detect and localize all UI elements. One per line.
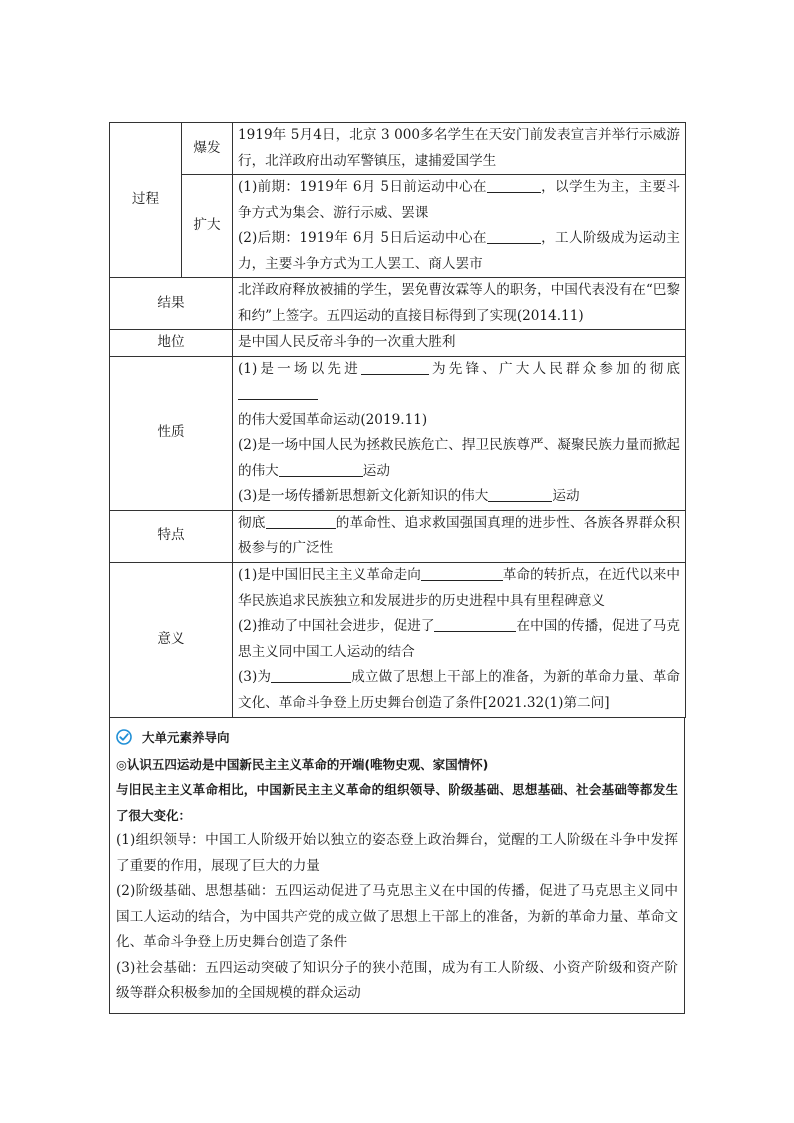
nature-1a: (1)是一场以先进 — [238, 360, 361, 377]
review-table — [109, 122, 686, 718]
fill-blank[interactable] — [279, 460, 363, 477]
fill-blank[interactable] — [271, 666, 351, 683]
guide-header — [116, 722, 678, 752]
fill-blank[interactable] — [238, 383, 318, 400]
result-text: 北洋政府释放被捕的学生，罢免曹汝霖等人的职务，中国代表没有在“巴黎和约”上签字。五四运动的直接目标得到了实现(2014.11) — [233, 278, 686, 330]
fill-blank[interactable] — [487, 227, 541, 244]
significance-2a: (2)推动了中国社会进步，促进了 — [238, 618, 435, 634]
table-row — [110, 330, 686, 357]
sub-label-outbreak: 爆发 — [182, 123, 233, 175]
fill-blank[interactable] — [488, 485, 552, 502]
feature-b: 的革命性、追求救国强国真理的进步性、各族各界群众积极参与的广泛性 — [238, 514, 681, 556]
nature-3b: 运动 — [552, 488, 580, 504]
status-text: 是中国人民反帝斗争的一次重大胜利 — [233, 330, 686, 357]
significance-2b: 在中国的传播，促进了马克思主义同中国工人运动的结合 — [238, 618, 680, 660]
nature-3a: (3)是一场传播新思想新文化新知识的伟大 — [238, 488, 489, 504]
guide-intro: 与旧民主主义革命相比，中国新民主主义革命的组织领导、阶级基础、思想基础、社会基础等都发生了很大变化： — [116, 782, 678, 823]
feature-text — [233, 510, 686, 562]
row-label-significance: 意义 — [110, 562, 233, 717]
row-label-result: 结果 — [110, 278, 233, 330]
guide-paragraph-1: (1)组织领导：中国工人阶级开始以独立的姿态登上政治舞台，觉醒的工人阶级在斗争中发挥了重要的作用，展现了巨大的力量 — [116, 832, 678, 874]
fill-blank[interactable] — [266, 512, 336, 529]
expand-early-a: (1)前期：1919年 6月 5日前运动中心在 — [238, 179, 487, 195]
row-label-process: 过程 — [110, 123, 182, 278]
significance-1b: 革命的转折点，在近代以来中华民族追求民族独立和发展进步的历史进程中具有里程碑意义 — [238, 567, 680, 609]
literacy-guide-box — [109, 718, 685, 1014]
feature-a: 彻底 — [238, 514, 266, 531]
nature-1b: 为先锋、广大人民群众参加的彻底 — [428, 360, 680, 377]
check-circle-icon — [116, 729, 132, 745]
guide-paragraph-2: (2)阶级基础、思想基础：五四运动促进了马克思主义在中国的传播，促进了马克思主义同中国工人运动的结合，为中国共产党的成立做了思想上干部上的准备，为新的革命力量、革命文化、革命斗争登上历史舞台创造了条件 — [116, 883, 678, 950]
expand-late-a: (2)后期：1919年 6月 5日后运动中心在 — [238, 230, 487, 246]
nature-1c: 的伟大爱国革命运动(2019.11) — [238, 411, 428, 428]
table-row — [110, 510, 686, 562]
fill-blank[interactable] — [421, 564, 503, 581]
table-row — [110, 562, 686, 717]
row-label-nature: 性质 — [110, 356, 233, 510]
significance-text — [233, 562, 686, 717]
row-label-status: 地位 — [110, 330, 233, 357]
table-row — [110, 278, 686, 330]
guide-subtitle: ◎认识五四运动是中国新民主主义革命的开端(唯物史观、家国情怀) — [116, 756, 489, 772]
page-sheet — [109, 122, 685, 1014]
expand-late-b: ，工人阶级成为运动主力，主要斗争方式为工人罢工、商人罢市 — [238, 230, 680, 272]
row-label-feature: 特点 — [110, 510, 233, 562]
nature-2a: (2)是一场中国人民为拯救民族危亡、捍卫民族尊严、凝聚民族力量而掀起的伟大 — [238, 437, 680, 479]
fill-blank[interactable] — [487, 176, 541, 193]
outbreak-text: 1919年 5月4日，北京 3 000多名学生在天安门前发表宣言并举行示威游行，北洋政府出动军警镇压，逮捕爱国学生 — [233, 123, 686, 175]
fill-blank[interactable] — [361, 358, 429, 375]
significance-1a: (1)是中国旧民主主义革命走向 — [238, 567, 421, 583]
guide-title: 大单元素养导向 — [142, 729, 230, 745]
sub-label-expand: 扩大 — [182, 175, 233, 278]
expand-early-b: ，以学生为主，主要斗争方式为集会、游行示威、罢课 — [238, 179, 680, 221]
nature-2b: 运动 — [362, 462, 390, 479]
expand-text — [233, 175, 686, 278]
table-row — [110, 123, 686, 175]
significance-3b: 成立做了思想上干部上的准备，为新的革命力量、革命文化、革命斗争登上历史舞台创造了条件[2021.32(1)第二问] — [238, 669, 680, 711]
table-row — [110, 175, 686, 278]
fill-blank[interactable] — [434, 615, 516, 632]
table-row — [110, 356, 686, 510]
significance-3a: (3)为 — [238, 669, 272, 685]
guide-paragraph-3: (3)社会基础：五四运动突破了知识分子的狭小范围，成为有工人阶级、小资产阶级和资产阶级等群众积极参加的全国规模的群众运动 — [116, 959, 678, 1001]
nature-text — [233, 356, 686, 510]
